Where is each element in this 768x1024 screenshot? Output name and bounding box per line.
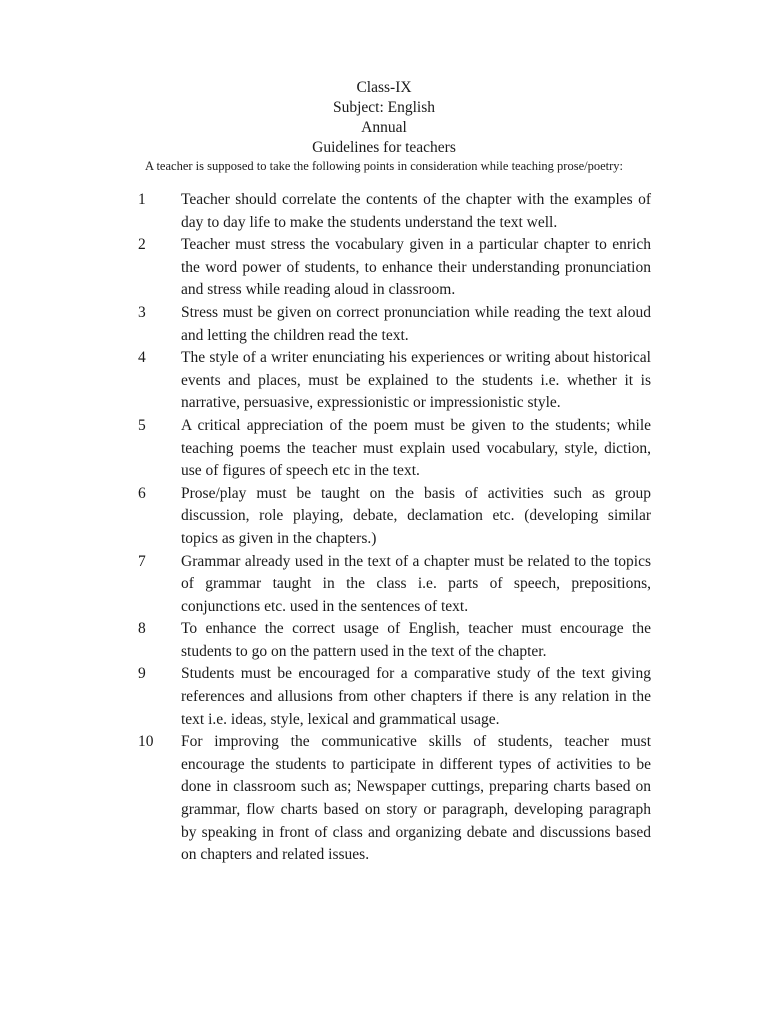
list-item bbox=[131, 234, 651, 302]
item-text: For improving the communicative skills of students, teacher must encourage the students to participate in different types of activities to be done in classroom such as; Newspaper cuttings, preparing charts based on grammar, flow charts based on story or paragraph, developing paragraph by speaking in front of class and organizing debate and discussions based on chapters and related issues. bbox=[181, 733, 651, 864]
item-number: 5 bbox=[138, 416, 146, 434]
item-text: Teacher should correlate the contents of the chapter with the examples of day to day life to make the students understand the text well. bbox=[181, 191, 651, 231]
list-item bbox=[131, 415, 651, 483]
guidelines-list bbox=[131, 189, 651, 867]
document-title: Guidelines for teachers bbox=[312, 139, 456, 156]
list-item bbox=[131, 302, 651, 347]
item-text: To enhance the correct usage of English, teacher must encourage the students to go on the pattern used in the text of the chapter. bbox=[181, 620, 651, 660]
item-number: 8 bbox=[138, 620, 146, 638]
intro-text: A teacher is supposed to take the following points in consideration while teaching prose/poetry: bbox=[144, 159, 623, 173]
item-number: 1 bbox=[138, 191, 146, 208]
item-number: 10 bbox=[138, 733, 154, 751]
list-item bbox=[131, 347, 651, 415]
item-text: The style of a writer enunciating his experiences or writing about historical events and places, must be explained to the students i.e. whether it is narrative, persuasive, expressionistic or impressionistic style. bbox=[181, 349, 651, 412]
period-heading: Annual bbox=[361, 119, 407, 136]
item-text: Teacher must stress the vocabulary given in a particular chapter to enrich the word power of students, to enhance their understanding pronunciation and stress while reading aloud in classroom. bbox=[181, 236, 651, 299]
item-number: 7 bbox=[138, 552, 146, 570]
item-number: 6 bbox=[138, 484, 146, 502]
list-item bbox=[131, 189, 651, 234]
subject-heading: Subject: English bbox=[332, 99, 436, 116]
list-item bbox=[131, 483, 651, 551]
class-heading: Class-IX bbox=[356, 79, 412, 96]
item-number: 9 bbox=[138, 665, 146, 683]
document-header bbox=[0, 78, 768, 158]
item-text: Students must be encouraged for a comparative study of the text giving references and allusions from other chapters if there is any relation in the text i.e. ideas, style, lexical and grammatical usage. bbox=[181, 665, 651, 728]
item-text: Grammar already used in the text of a chapter must be related to the topics of grammar taught in the class i.e. parts of speech, prepositions, conjunctions etc. used in the sentences of text. bbox=[181, 552, 651, 615]
list-item bbox=[131, 618, 651, 663]
item-text: Prose/play must be taught on the basis of activities such as group discussion, role playing, debate, declamation etc. (developing similar topics as given in the chapters.) bbox=[181, 484, 651, 547]
item-number: 2 bbox=[138, 236, 146, 254]
item-text: A critical appreciation of the poem must be given to the students; while teaching poems the teacher must explain used vocabulary, style, diction, use of figures of speech etc in the text. bbox=[181, 416, 651, 480]
item-text: Stress must be given on correct pronunciation while reading the text aloud and letting the children read the text. bbox=[181, 303, 651, 344]
item-number: 4 bbox=[138, 349, 146, 367]
list-item bbox=[131, 663, 651, 731]
list-item bbox=[131, 731, 651, 867]
item-number: 3 bbox=[138, 303, 146, 321]
list-item bbox=[131, 551, 651, 619]
